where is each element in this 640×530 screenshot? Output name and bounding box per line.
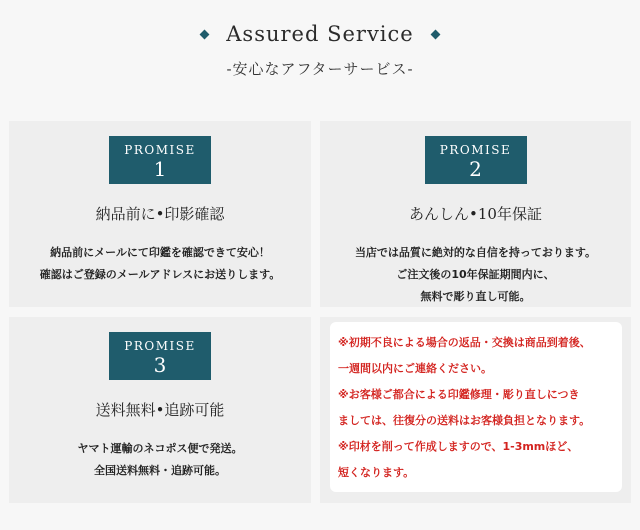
promise-badge-2 bbox=[425, 136, 527, 184]
notice-line: ※印材を削って作成しますので、1-3mmほど、 bbox=[338, 440, 579, 453]
title-row bbox=[0, 22, 640, 46]
promise-title-1: 納品前に•印影確認 bbox=[95, 205, 225, 223]
body-line: ご注文後の10年保証期間内に、 bbox=[396, 268, 555, 281]
promise-title-2: あんしん•10年保証 bbox=[409, 205, 542, 223]
section-header bbox=[0, 22, 640, 79]
diamond-right-icon bbox=[430, 29, 440, 39]
section-subtitle: -安心なアフターサービス- bbox=[226, 60, 414, 78]
notice-line: ましては、往復分の送料はお客様負担となります。 bbox=[338, 414, 591, 427]
notice-box bbox=[330, 322, 622, 492]
promise-body-3 bbox=[9, 438, 311, 482]
promise-body-2 bbox=[320, 242, 631, 308]
promise-body-1 bbox=[9, 242, 311, 286]
body-line: 無料で彫り直し可能。 bbox=[420, 290, 531, 303]
body-line: 当店では品質に絶対的な自信を持っております。 bbox=[354, 246, 597, 259]
promise-badge-1 bbox=[109, 136, 211, 184]
badge-label: PROMISE bbox=[124, 339, 196, 353]
body-line: 納品前にメールにて印鑑を確認できて安心！ bbox=[50, 246, 270, 259]
notice-line: ※初期不良による場合の返品・交換は商品到着後、 bbox=[338, 336, 591, 349]
notice-line: 一週間以内にご連絡ください。 bbox=[338, 362, 492, 375]
body-line: 全国送料無料・追跡可能。 bbox=[94, 464, 226, 477]
section-title: Assured Service bbox=[226, 22, 414, 46]
body-line: ヤマト運輸のネコポス便で発送。 bbox=[77, 442, 243, 455]
body-line: 確認はご登録のメールアドレスにお送りします。 bbox=[39, 268, 281, 281]
badge-label: PROMISE bbox=[439, 143, 512, 157]
badge-number: 1 bbox=[153, 157, 167, 181]
notice-line: ※お客様ご都合による印鑑修理・彫り直しにつき bbox=[338, 388, 580, 401]
diamond-left-icon bbox=[200, 29, 210, 39]
badge-number: 2 bbox=[469, 157, 482, 181]
badge-number: 3 bbox=[153, 353, 167, 377]
promise-badge-3 bbox=[109, 332, 211, 380]
promise-title-3: 送料無料•追跡可能 bbox=[95, 401, 225, 419]
notice-line: 短くなります。 bbox=[338, 466, 415, 479]
promise-card-1 bbox=[9, 121, 311, 307]
promise-card-3 bbox=[9, 317, 311, 503]
badge-label: PROMISE bbox=[124, 143, 196, 157]
promise-card-2 bbox=[320, 121, 631, 307]
